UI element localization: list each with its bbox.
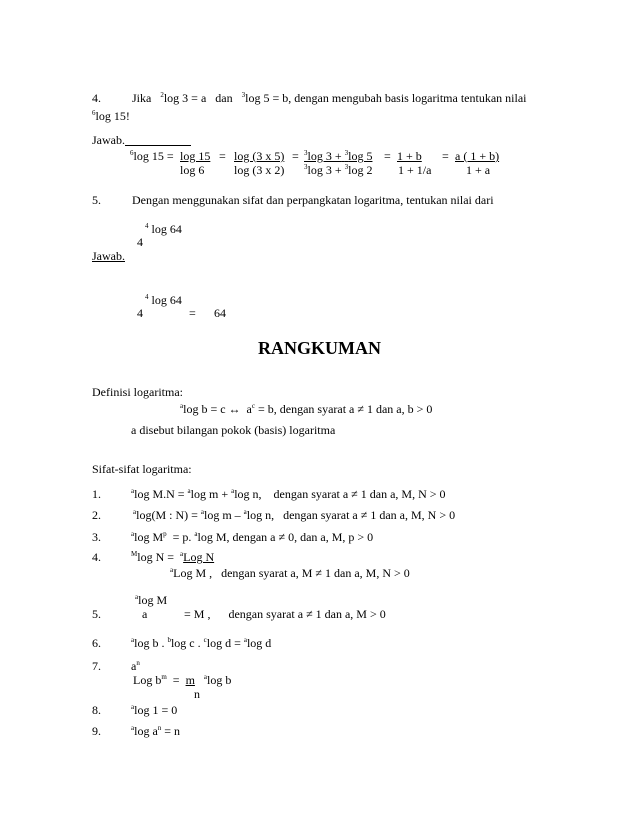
q4-eq3: = [384, 149, 391, 163]
property-5-top: $^a$log M [135, 593, 168, 607]
definition-label: Definisi logaritma: [92, 385, 183, 399]
property-7-n: n [194, 687, 200, 701]
property-4-number: 4. [92, 550, 101, 564]
q4-solution-top: $^6$log 15 = [130, 149, 174, 163]
property-5-formula: = M , dengan syarat a ≠ 1 dan a, M > 0 [184, 607, 386, 621]
property-3-formula: $^a$log $M^p = p$. $^a$log M, dengan a ≠ 0, dan a, M, p > 0 [131, 530, 374, 544]
property-9-formula: $^a$log $a^n = n$ [131, 724, 181, 738]
property-1-number: 1. [92, 487, 101, 501]
property-2-number: 2. [92, 508, 101, 522]
definition-formula: $^a$log b = c ↔ $a^c = b$, dengan syarat a ≠ 1 dan a, b > 0 [180, 402, 433, 416]
q4-line1: Jika $^2$log 3 = a dan $^3$log 5 = b, dengan mengubah basis logaritma tentukan nilai [132, 91, 527, 105]
q5-answer-top: $^4$ log 64 [145, 293, 182, 307]
definition-note: a disebut bilangan pokok (basis) logaritma [131, 423, 336, 437]
q5-text: Dengan menggunakan sifat dan perpangkatan logaritma, tentukan nilai dari [132, 193, 494, 207]
property-8-formula: $^a$log 1 = 0 [131, 703, 178, 717]
q4-line2: $^6$log 15! [92, 109, 130, 123]
property-8-number: 8. [92, 703, 101, 717]
q4-frac5-num: a ( 1 + b) [455, 149, 500, 163]
page-title: RANGKUMAN [258, 338, 381, 358]
q4-frac2-num: log (3 x 5) [234, 149, 285, 163]
property-4-denominator: $^a$Log M , dengan syarat a, M ≠ 1 dan a, M, N > 0 [170, 566, 410, 580]
q4-frac1-den: log 6 [180, 163, 205, 177]
property-4-formula: $^M$log N = $^a$Log N [131, 550, 215, 564]
q5-answer-eq: = [189, 306, 196, 320]
q5-number: 5. [92, 193, 101, 207]
q4-frac3-den: $^3$log 3 + $^3$log 2 [304, 163, 373, 177]
q5-expr-top: $^4$ log 64 [145, 222, 182, 236]
property-1-formula: $^a$log M.N = $^a$log m + $^a$log n, dengan syarat a ≠ 1 dan a, M, N > 0 [131, 487, 446, 501]
q4-jawab: Jawab. [92, 133, 191, 147]
q4-frac1-num: log 15 [180, 149, 211, 163]
q4-eq4: = [442, 149, 449, 163]
property-6-number: 6. [92, 636, 101, 650]
property-7-formula: Log $b^m = m$ $^a$log b [133, 673, 232, 687]
q4-number: 4. [92, 91, 101, 105]
q4-eq2: = [292, 149, 299, 163]
q5-answer-base: 4 [137, 306, 143, 320]
q4-frac3-num: $^3$log 3 + $^3$log 5 [304, 149, 373, 163]
q5-jawab: Jawab. [92, 249, 125, 263]
property-6-formula: $^a$log b . $^b$log c . $^c$log d = $^a$log d [131, 636, 272, 650]
q4-frac5-den: 1 + a [466, 163, 491, 177]
property-5-base: a [142, 607, 148, 621]
q4-frac4-num: 1 + b [397, 149, 422, 163]
q4-eq1: = [219, 149, 226, 163]
property-2-formula: $^a$log(M : N) = $^a$log m – $^a$log n, dengan syarat a ≠ 1 dan a, M, N > 0 [133, 508, 456, 522]
properties-label: Sifat-sifat logaritma: [92, 462, 192, 476]
property-7-number: 7. [92, 659, 101, 673]
q4-frac4-den: 1 + 1/a [398, 163, 432, 177]
property-9-number: 9. [92, 724, 101, 738]
property-5-number: 5. [92, 607, 101, 621]
property-7-top: $a^n$ [131, 659, 140, 673]
q5-expr-base: 4 [137, 235, 143, 249]
q4-frac2-den: log (3 x 2) [234, 163, 285, 177]
q5-answer-value: 64 [214, 306, 226, 320]
property-3-number: 3. [92, 530, 101, 544]
